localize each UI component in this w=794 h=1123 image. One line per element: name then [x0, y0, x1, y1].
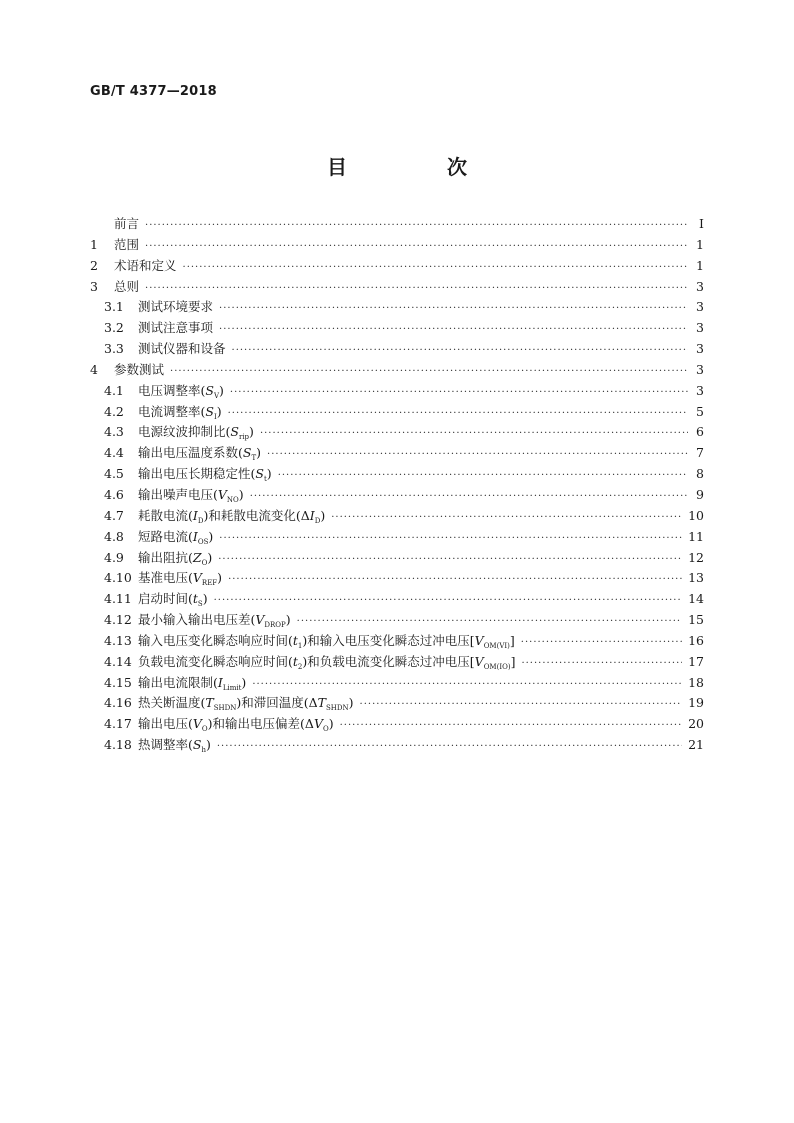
toc-entry-page: 3 — [696, 341, 704, 357]
toc-entry-page: 11 — [688, 528, 704, 544]
toc-entry-label: 输出噪声电压$(V_{NO})$ — [138, 486, 244, 504]
toc-entry-label: 输出电压长期稳定性$(S_t)$ — [138, 466, 272, 484]
dot-leader — [145, 237, 688, 258]
toc-entry-number: 4.16 — [104, 695, 132, 711]
toc-entry[interactable] — [90, 464, 704, 485]
dot-leader — [219, 529, 682, 550]
toc-entry-label: 参数测试 — [114, 361, 165, 377]
dot-leader — [217, 737, 682, 758]
toc-entry-label: 输出电压温度系数$(S_T)$ — [138, 445, 262, 463]
toc-entry[interactable] — [90, 318, 704, 339]
toc-entry-page: 3 — [696, 299, 704, 315]
toc-entry-label: 短路电流$(I_{OS})$ — [138, 528, 214, 546]
toc-entry-label: 测试注意事项 — [138, 320, 214, 336]
toc-entry[interactable] — [90, 673, 704, 694]
toc-entry-page: 3 — [696, 382, 704, 398]
dot-leader — [230, 383, 688, 404]
toc-entry[interactable] — [90, 568, 704, 589]
toc-entry-label: 最小输入输出电压差$(V_{DROP})$ — [138, 612, 291, 630]
toc-entry-page: 3 — [696, 278, 704, 294]
toc-entry-label: 输出阻抗$(Z_O)$ — [138, 549, 213, 567]
dot-leader — [340, 716, 682, 737]
toc-entry-label: 范围 — [114, 236, 140, 252]
toc-entry-label: 启动时间$(t_S)$ — [138, 591, 208, 609]
toc-entry-number: 4.17 — [104, 716, 132, 732]
toc-entry-page: 12 — [688, 549, 704, 565]
toc-entry-page: 6 — [696, 424, 704, 440]
toc-entry-number: 4.1 — [104, 382, 124, 398]
toc-entry-page: 3 — [696, 361, 704, 377]
toc-entry-page: 16 — [688, 632, 704, 648]
toc-entry[interactable] — [90, 360, 704, 381]
toc-entry-number: 4.11 — [104, 591, 132, 607]
toc-entry-number: 4.13 — [104, 632, 132, 648]
toc-entry-number: 4.4 — [104, 445, 124, 461]
dot-leader — [297, 612, 682, 633]
toc-entry[interactable] — [90, 548, 704, 569]
toc-entry-label: 电压调整率$(S_V)$ — [138, 382, 224, 400]
dot-leader — [260, 424, 688, 445]
toc-entry-page: 3 — [696, 320, 704, 336]
toc-entry[interactable] — [90, 297, 704, 318]
toc-entry-number: 4.5 — [104, 466, 124, 482]
page-title: 目 次 — [327, 155, 507, 179]
toc-entry-page: 21 — [688, 737, 704, 753]
toc-entry[interactable] — [90, 693, 704, 714]
toc-entry[interactable] — [90, 610, 704, 631]
toc-entry-label: 基准电压$(V_{REF})$ — [138, 570, 223, 588]
dot-leader — [183, 258, 688, 279]
toc-entry-label: 前言 — [114, 216, 140, 231]
toc-entry-number: 4.2 — [104, 403, 124, 419]
dot-leader — [219, 299, 688, 320]
toc-entry-number: 3 — [90, 278, 98, 294]
standard-code: GB/T 4377—2018 — [90, 84, 217, 99]
toc-entry[interactable] — [90, 214, 704, 235]
toc-entry-label: 电流调整率$(S_I)$ — [138, 403, 222, 421]
dot-leader — [232, 341, 688, 362]
toc-entry-label: 耗散电流$(I_D)$和耗散电流变化$(\Delta I_D)$ — [138, 507, 326, 525]
toc-entry-label: 输入电压变化瞬态响应时间$(t_1)$和输入电压变化瞬态过冲电压$[V_{OM(VI)}]$ — [138, 632, 515, 650]
toc-entry[interactable] — [90, 277, 704, 298]
toc-entry-number: 4.18 — [104, 737, 132, 753]
toc-entry-number: 3.2 — [104, 320, 124, 336]
table-of-contents — [90, 214, 704, 756]
toc-entry-page: 20 — [688, 716, 704, 732]
toc-entry-page: 14 — [688, 591, 704, 607]
toc-entry-page: 17 — [688, 653, 704, 669]
dot-leader — [252, 675, 682, 696]
toc-entry[interactable] — [90, 714, 704, 735]
toc-entry-number: 4.9 — [104, 549, 124, 565]
toc-entry[interactable] — [90, 631, 704, 652]
toc-entry[interactable] — [90, 402, 704, 423]
toc-entry-number: 4.8 — [104, 528, 124, 544]
toc-entry-number: 4 — [90, 361, 98, 377]
toc-entry-label: 负载电流变化瞬态响应时间$(t_2)$和负载电流变化瞬态过冲电压$[V_{OM(IO)}]$ — [138, 653, 516, 671]
toc-entry-label: 术语和定义 — [114, 257, 177, 273]
toc-entry-number: 4.10 — [104, 570, 132, 586]
toc-entry-page: 10 — [688, 507, 704, 523]
toc-entry-number: 4.14 — [104, 653, 132, 669]
toc-entry[interactable] — [90, 506, 704, 527]
toc-entry[interactable] — [90, 652, 704, 673]
toc-entry-number: 4.12 — [104, 612, 132, 628]
dot-leader — [331, 508, 682, 529]
toc-entry-page: 13 — [688, 570, 704, 586]
toc-entry-number: 1 — [90, 236, 98, 252]
dot-leader — [219, 320, 688, 341]
dot-leader — [250, 487, 688, 508]
toc-entry[interactable] — [90, 381, 704, 402]
toc-entry-page: 9 — [696, 486, 704, 502]
toc-entry[interactable] — [90, 443, 704, 464]
dot-leader — [267, 445, 688, 466]
dot-leader — [170, 362, 688, 383]
toc-entry-page: 15 — [688, 612, 704, 628]
toc-entry-label: 输出电压$(V_O)$和输出电压偏差$(\Delta V_O)$ — [138, 716, 334, 734]
toc-entry-label: 输出电流限制$(I_{Limit})$ — [138, 674, 247, 692]
toc-entry-label: 热调整率$(S_h)$ — [138, 737, 211, 755]
dot-leader — [360, 695, 683, 716]
toc-entry-page: 8 — [696, 466, 704, 482]
toc-entry-label: 电源纹波抑制比$(S_{rip})$ — [138, 424, 254, 442]
toc-entry[interactable] — [90, 735, 704, 756]
dot-leader — [228, 570, 682, 591]
toc-entry-page: 5 — [696, 403, 704, 419]
toc-entry-number: 3.3 — [104, 341, 124, 357]
toc-entry-page: 18 — [688, 674, 704, 690]
dot-leader — [278, 466, 688, 487]
toc-entry-label: 测试环境要求 — [138, 299, 214, 315]
toc-entry-page: 1 — [696, 257, 704, 273]
toc-entry[interactable] — [90, 527, 704, 548]
dot-leader — [228, 404, 688, 425]
dot-leader — [218, 550, 682, 571]
toc-entry-number: 4.7 — [104, 507, 124, 523]
toc-entry-number: 2 — [90, 257, 98, 273]
toc-entry-page: 1 — [696, 236, 704, 252]
toc-entry-label: 热关断温度$(T_{SHDN})$和滞回温度$(\Delta T_{SHDN})$ — [138, 695, 354, 713]
dot-leader — [521, 654, 682, 675]
toc-entry[interactable] — [90, 485, 704, 506]
toc-entry-page: 7 — [696, 445, 704, 461]
toc-entry-page: 19 — [688, 695, 704, 711]
toc-entry-number: 3.1 — [104, 299, 124, 315]
toc-entry[interactable] — [90, 422, 704, 443]
toc-entry-label: 测试仪器和设备 — [138, 341, 226, 357]
toc-entry-label: 总则 — [114, 278, 140, 294]
toc-entry-page: Ⅰ — [699, 216, 704, 231]
dot-leader — [145, 216, 688, 237]
toc-entry[interactable] — [90, 339, 704, 360]
dot-leader — [145, 279, 688, 300]
toc-entry[interactable] — [90, 235, 704, 256]
toc-entry-number: 4.3 — [104, 424, 124, 440]
dot-leader — [521, 633, 682, 654]
toc-entry-number: 4.15 — [104, 674, 132, 690]
toc-entry[interactable] — [90, 589, 704, 610]
toc-entry[interactable] — [90, 256, 704, 277]
dot-leader — [214, 591, 682, 612]
toc-entry-number: 4.6 — [104, 486, 124, 502]
